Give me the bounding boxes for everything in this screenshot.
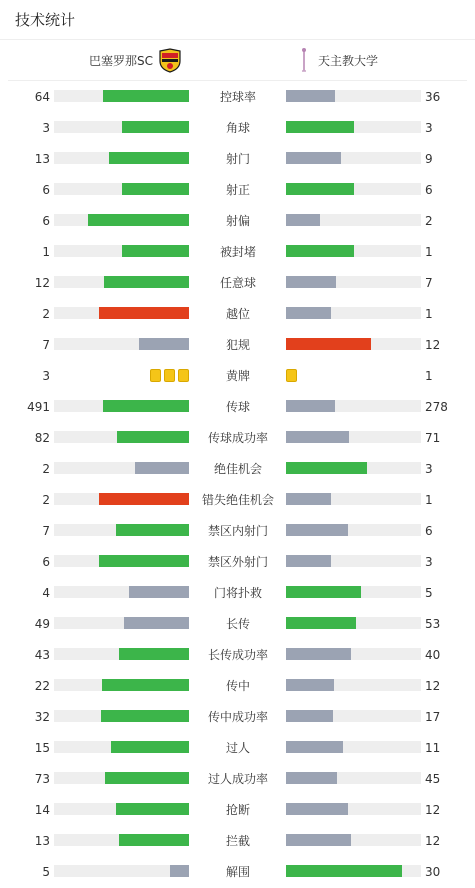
home-team-name: 巴塞罗那SC	[89, 53, 153, 68]
home-bar-track	[54, 524, 189, 536]
stat-row	[0, 422, 475, 453]
stat-row	[0, 515, 475, 546]
away-bar-fill	[286, 865, 402, 877]
home-bar-fill	[124, 617, 189, 629]
away-bar-fill	[286, 710, 333, 722]
home-value: 82	[34, 430, 50, 445]
away-bar-fill	[286, 183, 354, 195]
away-bar-track	[286, 555, 421, 567]
stat-row	[0, 174, 475, 205]
stat-label: 拦截	[225, 834, 250, 848]
away-bar-track	[286, 276, 421, 288]
home-value: 1	[42, 244, 50, 259]
away-bar-track	[286, 741, 421, 753]
home-bar-track	[54, 183, 189, 195]
stat-label: 禁区内射门	[207, 524, 268, 538]
home-bar-fill	[119, 648, 189, 660]
home-value: 6	[42, 182, 50, 197]
home-bar-track	[54, 834, 189, 846]
stat-label: 任意球	[219, 276, 256, 290]
away-value: 36	[425, 89, 441, 104]
away-value: 278	[425, 399, 448, 414]
away-value: 7	[425, 275, 433, 290]
page-title-bar	[0, 0, 475, 40]
away-bar-track	[286, 679, 421, 691]
stat-row	[0, 484, 475, 515]
away-bar-fill	[286, 152, 341, 164]
stat-row	[0, 298, 475, 329]
home-bar-track	[54, 679, 189, 691]
away-value: 17	[425, 709, 441, 724]
home-bar-track	[54, 276, 189, 288]
away-bar-track	[286, 834, 421, 846]
home-bar-fill	[170, 865, 189, 877]
home-bar-fill	[122, 245, 190, 257]
stat-label: 黄牌	[225, 369, 250, 383]
away-bar-fill	[286, 772, 337, 784]
stat-label: 传中	[225, 679, 250, 693]
home-bar-fill	[88, 214, 189, 226]
stat-label: 传球	[225, 400, 250, 414]
home-bar-fill	[122, 183, 190, 195]
home-value: 43	[34, 647, 50, 662]
home-value: 7	[42, 523, 50, 538]
away-bar-track	[286, 462, 421, 474]
stat-row	[0, 236, 475, 267]
away-value: 45	[425, 771, 441, 786]
home-value: 4	[42, 585, 50, 600]
home-bar-track	[54, 741, 189, 753]
stat-row	[0, 391, 475, 422]
stat-label: 抢断	[225, 803, 250, 817]
away-value: 11	[425, 740, 441, 755]
home-bar-track	[54, 121, 189, 133]
away-value: 5	[425, 585, 433, 600]
teams-header	[8, 40, 467, 81]
stat-row	[0, 701, 475, 732]
home-bar-fill	[101, 710, 189, 722]
away-bar-track	[286, 214, 421, 226]
stat-row	[0, 143, 475, 174]
away-value: 30	[425, 864, 441, 879]
stat-label: 传中成功率	[207, 710, 268, 724]
home-bar-track	[54, 214, 189, 226]
away-team-name: 天主教大学	[318, 53, 379, 68]
home-bar-track	[54, 586, 189, 598]
stat-row	[0, 763, 475, 794]
stat-label: 错失绝佳机会	[201, 493, 274, 507]
away-bar-track	[286, 307, 421, 319]
away-bar-fill	[286, 90, 335, 102]
away-value: 6	[425, 182, 433, 197]
away-bar-track	[286, 90, 421, 102]
home-bar-fill	[116, 524, 189, 536]
stat-label: 射正	[225, 183, 250, 197]
home-value: 2	[42, 306, 50, 321]
stat-row	[0, 205, 475, 236]
away-bar-fill	[286, 803, 348, 815]
stats-list	[0, 81, 475, 887]
stat-label: 射偏	[225, 214, 250, 228]
away-value: 1	[425, 368, 433, 383]
home-bar-track	[54, 462, 189, 474]
away-value: 40	[425, 647, 441, 662]
stat-label: 过人成功率	[207, 772, 268, 786]
home-bar-track	[54, 617, 189, 629]
away-bar-track	[286, 400, 421, 412]
home-bar-track	[54, 245, 189, 257]
away-bar-track	[286, 493, 421, 505]
away-bar-track	[286, 772, 421, 784]
stat-row	[0, 639, 475, 670]
home-value: 3	[42, 120, 50, 135]
stat-row	[0, 608, 475, 639]
away-bar-fill	[286, 276, 336, 288]
away-team[interactable]	[296, 40, 378, 80]
away-value: 3	[425, 554, 433, 569]
away-bar-fill	[286, 245, 354, 257]
away-bar-fill	[286, 555, 331, 567]
away-bar-track	[286, 865, 421, 877]
home-bar-fill	[111, 741, 189, 753]
yellow-card-icon	[286, 369, 297, 382]
stat-row	[0, 329, 475, 360]
home-bar-fill	[99, 493, 189, 505]
away-value: 1	[425, 306, 433, 321]
home-bar-track	[54, 400, 189, 412]
away-bar-track	[286, 121, 421, 133]
home-bar-track	[54, 865, 189, 877]
home-value: 13	[34, 833, 50, 848]
home-value: 12	[34, 275, 50, 290]
yellow-card-icon	[178, 369, 189, 382]
home-value: 14	[34, 802, 50, 817]
away-value: 3	[425, 120, 433, 135]
stat-label: 过人	[225, 741, 250, 755]
stat-label: 越位	[225, 307, 250, 321]
away-bar-track	[286, 617, 421, 629]
stat-label: 长传成功率	[207, 648, 268, 662]
home-value: 3	[42, 368, 50, 383]
home-bar-track	[54, 90, 189, 102]
home-bar-fill	[104, 276, 189, 288]
home-bar-fill	[105, 772, 189, 784]
home-value: 7	[42, 337, 50, 352]
stat-label: 长传	[225, 617, 250, 631]
home-value: 73	[34, 771, 50, 786]
away-bar-fill	[286, 524, 348, 536]
home-cards	[150, 369, 189, 383]
stat-row	[0, 577, 475, 608]
yellow-card-icon	[164, 369, 175, 382]
away-bar-fill	[286, 338, 371, 350]
away-bar-fill	[286, 462, 367, 474]
home-bar-track	[54, 493, 189, 505]
home-bar-track	[54, 555, 189, 567]
home-value: 64	[34, 89, 50, 104]
home-bar-fill	[139, 338, 189, 350]
stat-row	[0, 794, 475, 825]
home-bar-fill	[103, 90, 189, 102]
home-bar-track	[54, 648, 189, 660]
away-value: 9	[425, 151, 433, 166]
home-bar-fill	[99, 307, 189, 319]
home-bar-fill	[103, 400, 189, 412]
home-bar-fill	[135, 462, 189, 474]
away-bar-track	[286, 245, 421, 257]
stat-row	[0, 825, 475, 856]
away-value: 71	[425, 430, 441, 445]
away-bar-track	[286, 183, 421, 195]
away-bar-track	[286, 803, 421, 815]
away-bar-track	[286, 710, 421, 722]
stat-label: 犯规	[225, 338, 250, 352]
stat-row	[0, 267, 475, 298]
home-value: 5	[42, 864, 50, 879]
home-value: 49	[34, 616, 50, 631]
home-bar-track	[54, 152, 189, 164]
stat-row	[0, 81, 475, 112]
away-bar-fill	[286, 400, 335, 412]
away-bar-fill	[286, 834, 351, 846]
home-bar-fill	[117, 431, 189, 443]
stat-label: 控球率	[219, 90, 256, 104]
away-bar-fill	[286, 493, 331, 505]
home-bar-track	[54, 803, 189, 815]
away-bar-track	[286, 586, 421, 598]
home-bar-fill	[102, 679, 189, 691]
page-title: 技术统计	[15, 11, 76, 29]
stat-row	[0, 112, 475, 143]
away-value: 53	[425, 616, 441, 631]
home-bar-track	[54, 431, 189, 443]
away-value: 12	[425, 833, 441, 848]
away-bar-fill	[286, 648, 351, 660]
stat-label: 射门	[225, 152, 250, 166]
home-bar-fill	[119, 834, 189, 846]
home-bar-track	[54, 772, 189, 784]
home-bar-track	[54, 338, 189, 350]
stat-row	[0, 453, 475, 484]
away-bar-fill	[286, 431, 349, 443]
stat-label: 门将扑救	[213, 586, 262, 600]
away-bar-fill	[286, 741, 343, 753]
away-value: 2	[425, 213, 433, 228]
away-bar-track	[286, 524, 421, 536]
away-value: 1	[425, 244, 433, 259]
away-value: 1	[425, 492, 433, 507]
away-value: 12	[425, 337, 441, 352]
home-value: 6	[42, 213, 50, 228]
home-value: 22	[34, 678, 50, 693]
away-bar-fill	[286, 307, 331, 319]
home-value: 491	[27, 399, 50, 414]
away-value: 6	[425, 523, 433, 538]
away-bar-fill	[286, 214, 320, 226]
stat-label: 解围	[225, 865, 250, 879]
home-value: 6	[42, 554, 50, 569]
stat-label: 被封堵	[219, 245, 256, 259]
home-bar-track	[54, 710, 189, 722]
home-value: 15	[34, 740, 50, 755]
home-value: 2	[42, 492, 50, 507]
away-bar-fill	[286, 679, 334, 691]
away-value: 3	[425, 461, 433, 476]
home-team[interactable]	[89, 40, 183, 80]
away-bar-track	[286, 152, 421, 164]
home-value: 2	[42, 461, 50, 476]
away-cards	[286, 369, 297, 383]
away-value: 12	[425, 802, 441, 817]
stat-label: 传球成功率	[207, 431, 268, 445]
yellow-card-icon	[150, 369, 161, 382]
away-value: 12	[425, 678, 441, 693]
home-bar-fill	[109, 152, 189, 164]
stat-label: 绝佳机会	[213, 462, 262, 476]
stat-label: 角球	[225, 121, 250, 135]
stat-row	[0, 732, 475, 763]
away-team-logo-icon	[296, 47, 312, 73]
stat-label: 禁区外射门	[207, 555, 268, 569]
home-bar-fill	[122, 121, 190, 133]
home-bar-fill	[129, 586, 189, 598]
stat-row	[0, 546, 475, 577]
home-team-logo-icon	[157, 47, 183, 73]
away-bar-track	[286, 431, 421, 443]
away-bar-fill	[286, 586, 361, 598]
away-bar-fill	[286, 121, 354, 133]
away-bar-track	[286, 648, 421, 660]
home-bar-fill	[116, 803, 189, 815]
stat-row	[0, 360, 475, 391]
away-bar-track	[286, 338, 421, 350]
home-value: 13	[34, 151, 50, 166]
away-bar-fill	[286, 617, 356, 629]
stat-row	[0, 856, 475, 887]
stat-row	[0, 670, 475, 701]
home-bar-track	[54, 307, 189, 319]
home-value: 32	[34, 709, 50, 724]
home-bar-fill	[99, 555, 189, 567]
